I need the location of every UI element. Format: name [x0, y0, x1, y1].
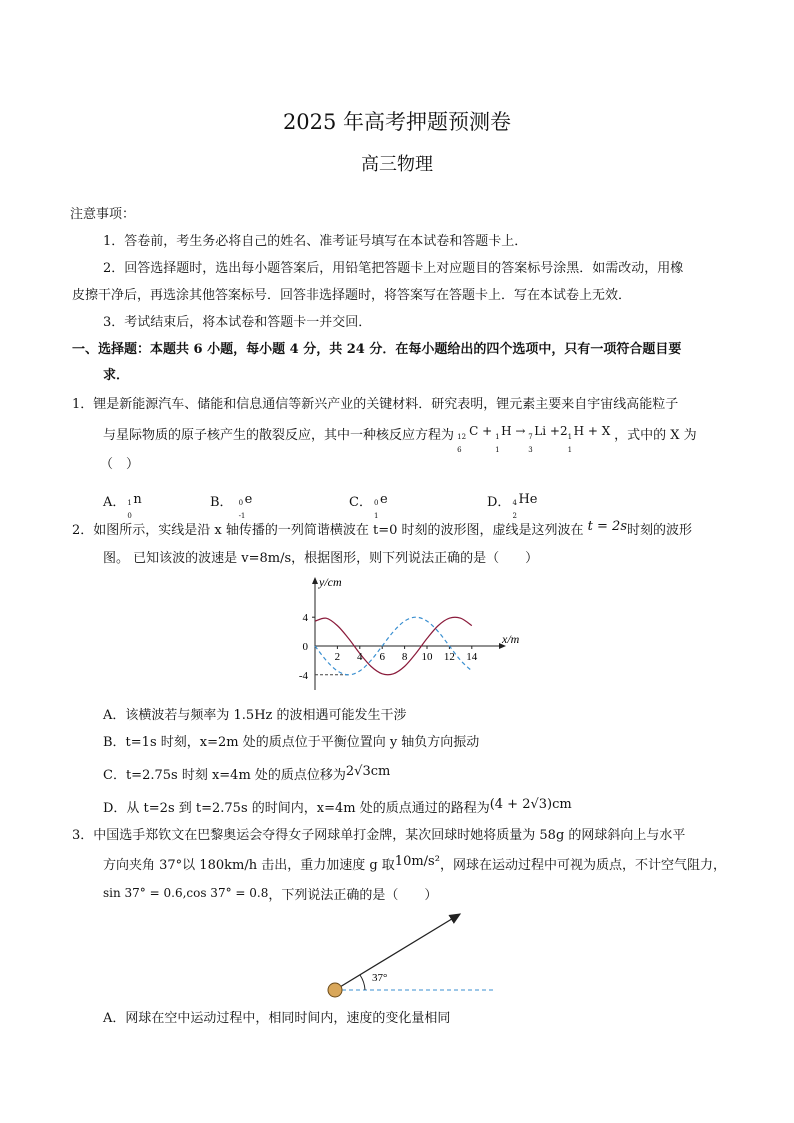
velocity-arrow	[335, 914, 460, 990]
q3-text-line2: 方向夹角 37°以 180km/h 击出，重力加速度 g 取10m/s²，网球在运动过程中可视为质点，不计空气阻力，	[103, 854, 726, 873]
x-tick-label: 6	[379, 651, 385, 663]
x-tick-label: 12	[443, 651, 455, 663]
page-title: 2025 年高考押题预测卷	[282, 110, 512, 134]
q1-option-d: D． 4 2 He	[487, 492, 538, 520]
x-axis-label: x/m	[502, 632, 520, 646]
q2-option-c: C．t=2.75s 时刻 x=4m 处的质点位移为2√3cm	[103, 764, 391, 783]
x-tick-label: 4	[357, 651, 363, 663]
q1-text-line2	[103, 424, 697, 454]
notice-item: 1．答卷前，考生务必将自己的姓名、准考证号填写在本试卷和答题卡上．	[103, 234, 528, 249]
x-tick-label: 2	[334, 651, 341, 663]
notice-item: 皮擦干净后，再选涂其他答案标号．回答非选择题时，将答案写在答题卡上．写在本试卷上无效．	[72, 288, 632, 303]
q2-option-b: B．t=1s 时刻，x=2m 处的质点位于平衡位置向 y 轴负方向振动	[103, 735, 480, 750]
q1-option-a: A． 1 0 n	[103, 492, 142, 520]
notice-heading: 注意事项：	[70, 207, 136, 222]
x-tick-label: 14	[466, 651, 478, 663]
notice-item: 3．考试结束后，将本试卷和答题卡一并交回．	[103, 315, 372, 330]
q2-text-line2: 图。 已知该波的波速是 v=8m/s，根据图形，则下列说法正确的是（ ）	[103, 551, 539, 566]
angle-arc	[360, 975, 365, 990]
y-tick-label: 4	[302, 612, 308, 625]
q1-equation: 12 6 C + 1 1 H → 7 3 Li +2 1 1 H + X	[457, 424, 611, 454]
y-axis-label: y/cm	[319, 575, 342, 589]
x-tick-label: 8	[401, 651, 408, 663]
q1-paren: （ ）	[100, 457, 140, 472]
q1-text-pre: 与星际物质的原子核产生的散裂反应，其中一种核反应方程为	[103, 428, 455, 443]
q2-option-d: D．从 t=2s 到 t=2.75s 的时间内，x=4m 处的质点通过的路程为(4 + 2√3)cm	[103, 797, 572, 816]
notice-item: 2．回答选择题时，选出每小题答案后，用铅笔把答题卡上对应题目的答案标号涂黑．如需改动，用橡	[103, 261, 684, 276]
q3-text: 3．中国选手郑钦文在巴黎奥运会夺得女子网球单打金牌，某次回球时她将质量为 58g 的网球斜向上与水平	[72, 828, 686, 843]
y-tick-label: -4	[298, 669, 308, 682]
tennis-ball	[328, 983, 342, 997]
section-heading: 一、选择题：本题共 6 小题，每小题 4 分，共 24 分．在每小题给出的四个选项中，只有一项符合题目要	[72, 342, 682, 357]
x-tick-label: 10	[421, 651, 433, 663]
page-subtitle: 高三物理	[361, 154, 433, 175]
q2-option-a: A．该横波若与频率为 1.5Hz 的波相遇可能发生干涉	[103, 708, 407, 723]
tennis-diagram	[320, 908, 510, 1003]
q2-text: 2．如图所示，实线是沿 x 轴传播的一列简谐横波在 t=0 时刻的波形图，虚线是这列波在 t = 2s时刻的波形	[72, 519, 693, 538]
q3-text-line3: sin 37° = 0.6,cos 37° = 0.8，下列说法正确的是（ ）	[103, 886, 438, 903]
wave-chart	[290, 572, 540, 697]
y-tick-label: 0	[302, 641, 308, 653]
angle-label: 37°	[372, 972, 388, 984]
q1-option-b: B． 0 -1 e	[210, 492, 253, 520]
q1-text: 1．锂是新能源汽车、储能和信息通信等新兴产业的关键材料．研究表明，锂元素主要来自宇宙线高能粒子	[72, 397, 679, 412]
section-heading-cont: 求．	[103, 368, 130, 383]
q3-option-a: A．网球在空中运动过程中，相同时间内，速度的变化量相同	[103, 1011, 451, 1026]
q1-option-c: C． 0 1 e	[349, 492, 388, 520]
q1-text-post: ，式中的 X 为	[614, 428, 697, 443]
